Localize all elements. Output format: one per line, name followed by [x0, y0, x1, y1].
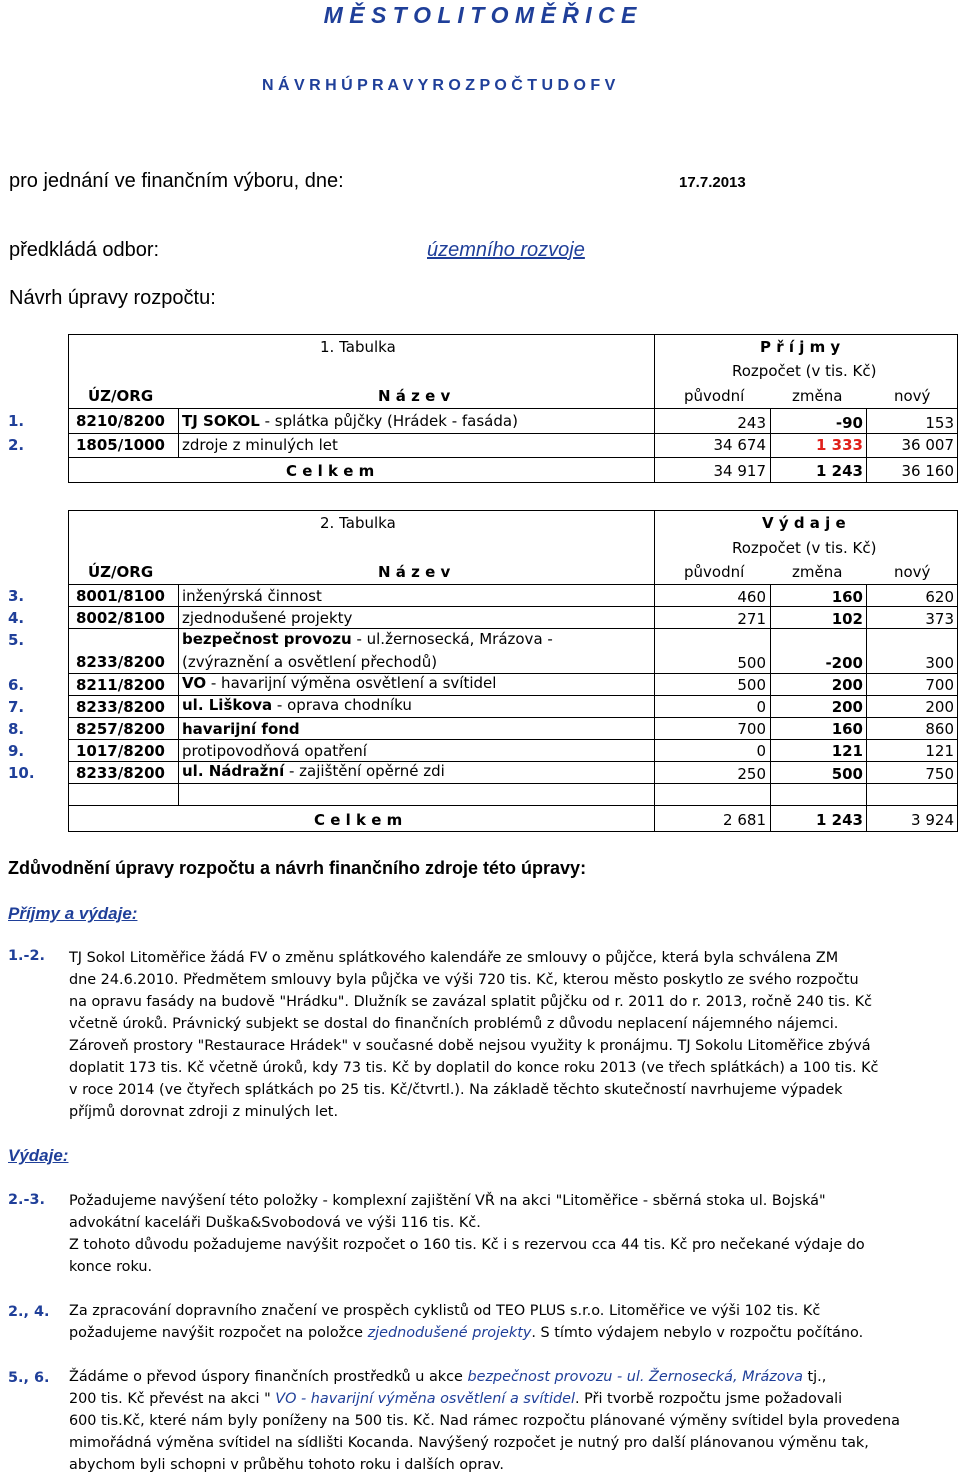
row-number: 6. — [8, 676, 25, 694]
table2-total-change: 1 243 — [816, 811, 863, 829]
row-code: 8233/8200 — [76, 698, 165, 716]
table1-caption: 1. Tabulka — [320, 338, 396, 356]
table1-total-label: C e l k e m — [286, 462, 375, 480]
row-change: 121 — [831, 742, 863, 760]
table2-total-label: C e l k e m — [314, 811, 403, 829]
row-number: 5. — [8, 631, 25, 649]
row-change: -200 — [825, 654, 863, 672]
row-code: 8233/8200 — [76, 653, 165, 671]
row-new: 860 — [925, 720, 954, 738]
income-expenses-heading: Příjmy a výdaje: — [8, 904, 138, 923]
row-new: 373 — [925, 610, 954, 628]
justification-paragraph: Za zpracování dopravního značení ve prospěch cyklistů od TEO PLUS s.r.o. Litoměřice ve výši 102 tis. Kč požadujeme navýšit rozpočet na položce zjednodušené projekty. S tímto výdajem nebylo v rozpočtu počítáno. — [69, 1303, 864, 1341]
row-new: 700 — [925, 676, 954, 694]
row-original: 250 — [737, 765, 766, 783]
row-original: 460 — [737, 588, 766, 606]
row-code: 8001/8100 — [76, 587, 165, 605]
table2-col-code: ÚZ/ORG — [88, 563, 154, 581]
row-original: 700 — [737, 720, 766, 738]
table2-col-new: nový — [894, 563, 931, 581]
table2-budget-label: Rozpočet (v tis. Kč) — [732, 539, 877, 557]
row-number: 7. — [8, 698, 25, 716]
row-code: 8002/8100 — [76, 609, 165, 627]
table1-budget-label: Rozpočet (v tis. Kč) — [732, 362, 877, 380]
row-code: 8211/8200 — [76, 676, 165, 694]
row-new: 153 — [925, 414, 954, 432]
row-code: 1805/1000 — [76, 436, 165, 454]
row-name: ul. Liškova - oprava chodníku — [182, 696, 412, 714]
row-original: 500 — [737, 676, 766, 694]
table2-section: V ý d a j e — [762, 514, 846, 532]
row-number: 2. — [8, 436, 25, 454]
row-change: 160 — [831, 588, 863, 606]
city-title: M Ě S T O L I T O M Ě Ř I C E — [323, 2, 637, 28]
meeting-label: pro jednání ve finančním výboru, dne: — [9, 170, 344, 192]
proposal-label: Návrh úpravy rozpočtu: — [9, 287, 216, 309]
row-name: zjednodušené projekty — [182, 609, 353, 627]
row-original: 34 674 — [713, 436, 766, 454]
row-code: 8257/8200 — [76, 720, 165, 738]
document-subtitle: N Á V R H Ú P R A V Y R O Z P O Č T U D O F V — [262, 77, 616, 94]
table1-total-original: 34 917 — [713, 462, 766, 480]
row-code: 8210/8200 — [76, 412, 165, 430]
row-name: TJ SOKOL - splátka půjčky (Hrádek - fasáda) — [182, 412, 518, 430]
row-original: 271 — [737, 610, 766, 628]
row-number: 1. — [8, 412, 25, 430]
justification-ref: 2., 4. — [8, 1304, 50, 1320]
table2-col-change: změna — [792, 563, 843, 581]
justification-heading: Zdůvodnění úpravy rozpočtu a návrh finančního zdroje této úpravy: — [8, 858, 587, 878]
row-change: 160 — [831, 720, 863, 738]
justification-ref: 1.-2. — [8, 948, 45, 964]
table1-section: P ř í j m y — [760, 338, 841, 356]
meeting-date: 17.7.2013 — [679, 174, 746, 191]
row-change: 200 — [831, 676, 863, 694]
row-new: 300 — [925, 654, 954, 672]
justification-ref: 5., 6. — [8, 1370, 50, 1386]
justification-paragraph: TJ Sokol Litoměřice žádá FV o změnu splátkového kalendáře ze smlouvy o půjčce, která byla schválena ZM dne 24.6.2010. Předmětem smlouvy byla půjčka ve výši 720 tis. Kč, kterou město poskytlo ze svého rozpočtu na opravu fasády na budově "Hrádku". Dlužník se zavázal splatit půjčku od r. 2011 do r. 2013, ročně 240 tis. Kč včetně úroků. Právnický subjekt se dostal do finančních problémů z důvodu neplacení nájemného nájemci. Zároveň prostory "Restaurace Hrádek" v současné době nejsou využity k pronájmu. TJ Sokolu Litoměřice zbývá doplatit 173 tis. Kč včetně úroků, kdy 73 tis. Kč by doplatil do konce roku 2013 (ve třech splátkách) a 100 tis. Kč v roce 2014 (ve čtyřech splátkách po 25 tis. Kč/čtvrtl.). Na základě těchto skutečností navrhujeme výpadek příjmů dorovnat zdroji z minulých let. — [69, 950, 879, 1120]
justification-paragraph: Požadujeme navýšení této položky - komplexní zajištění VŘ na akci "Litoměřice - sběrná stoka ul. Bojská" advokátní kaceláři Duška&Svobodová ve výši 116 tis. Kč. Z tohoto důvodu požadujeme navýšit rozpočet o 160 tis. Kč i s rezervou cca 44 tis. Kč pro nečekané výdaje do konce roku. — [69, 1193, 865, 1275]
row-number: 4. — [8, 609, 25, 627]
department-value: územního rozvoje — [427, 239, 585, 261]
row-name: havarijní fond — [182, 720, 300, 738]
row-change: 102 — [831, 610, 863, 628]
row-change: 1 333 — [816, 436, 863, 454]
table1-col-original: původní — [684, 387, 745, 405]
row-new: 620 — [925, 588, 954, 606]
row-new: 36 007 — [901, 436, 954, 454]
row-number: 9. — [8, 742, 25, 760]
row-original: 243 — [737, 414, 766, 432]
table1-col-new: nový — [894, 387, 931, 405]
row-name: protipovodňová opatření — [182, 742, 367, 760]
row-original: 0 — [756, 742, 766, 760]
row-original: 500 — [737, 654, 766, 672]
row-new: 121 — [925, 742, 954, 760]
row-name: (zvýraznění a osvětlení přechodů) — [182, 653, 438, 671]
row-name: bezpečnost provozu - ul.žernosecká, Mrázova - — [182, 630, 553, 648]
row-change: 200 — [831, 698, 863, 716]
table2-total-original: 2 681 — [723, 811, 766, 829]
expenses-heading: Výdaje: — [8, 1146, 69, 1165]
row-new: 750 — [925, 765, 954, 783]
row-code: 1017/8200 — [76, 742, 165, 760]
row-name: VO - havarijní výměna osvětlení a svítidel — [182, 674, 497, 692]
row-name: ul. Nádražní - zajištění opěrné zdi — [182, 762, 445, 780]
table2-col-original: původní — [684, 563, 745, 581]
row-original: 0 — [756, 698, 766, 716]
row-change: 500 — [831, 765, 863, 783]
table2-total-new: 3 924 — [911, 811, 954, 829]
row-change: -90 — [835, 414, 863, 432]
row-code: 8233/8200 — [76, 764, 165, 782]
table1-col-code: ÚZ/ORG — [88, 387, 154, 405]
row-number: 3. — [8, 587, 25, 605]
justification-ref: 2.-3. — [8, 1192, 45, 1208]
justification-paragraph: Žádáme o převod úspory finančních prostředků u akce bezpečnost provozu - ul. Žernosecká, Mrázova tj., 200 tis. Kč převést na akci " VO - havarijní výměna osvětlení a svítidel. Při tvorbě rozpočtu jsme požadovali 600 tis.Kč, které nám byly poníženy na 500 tis. Kč. Nad rámec rozpočtu plánované výměny svítidel byla provedena mimořádná výměna svítidel na sídlišti Kocanda. Navýšený rozpočet je nutný pro další plánovanou výměnu tak, abychom byli schopni v průběhu tohoto roku i dalších oprav. — [69, 1369, 900, 1473]
table2-caption: 2. Tabulka — [320, 514, 396, 532]
row-name: zdroje z minulých let — [182, 436, 338, 454]
row-number: 10. — [8, 764, 35, 782]
department-label: předkládá odbor: — [9, 239, 160, 261]
row-new: 200 — [925, 698, 954, 716]
table1-total-change: 1 243 — [816, 462, 863, 480]
row-name: inženýrská činnost — [182, 587, 322, 605]
row-number: 8. — [8, 720, 25, 738]
table1-col-name: N á z e v — [378, 387, 451, 405]
table2-col-name: N á z e v — [378, 563, 451, 581]
table1-col-change: změna — [792, 387, 843, 405]
table1-total-new: 36 160 — [901, 462, 954, 480]
